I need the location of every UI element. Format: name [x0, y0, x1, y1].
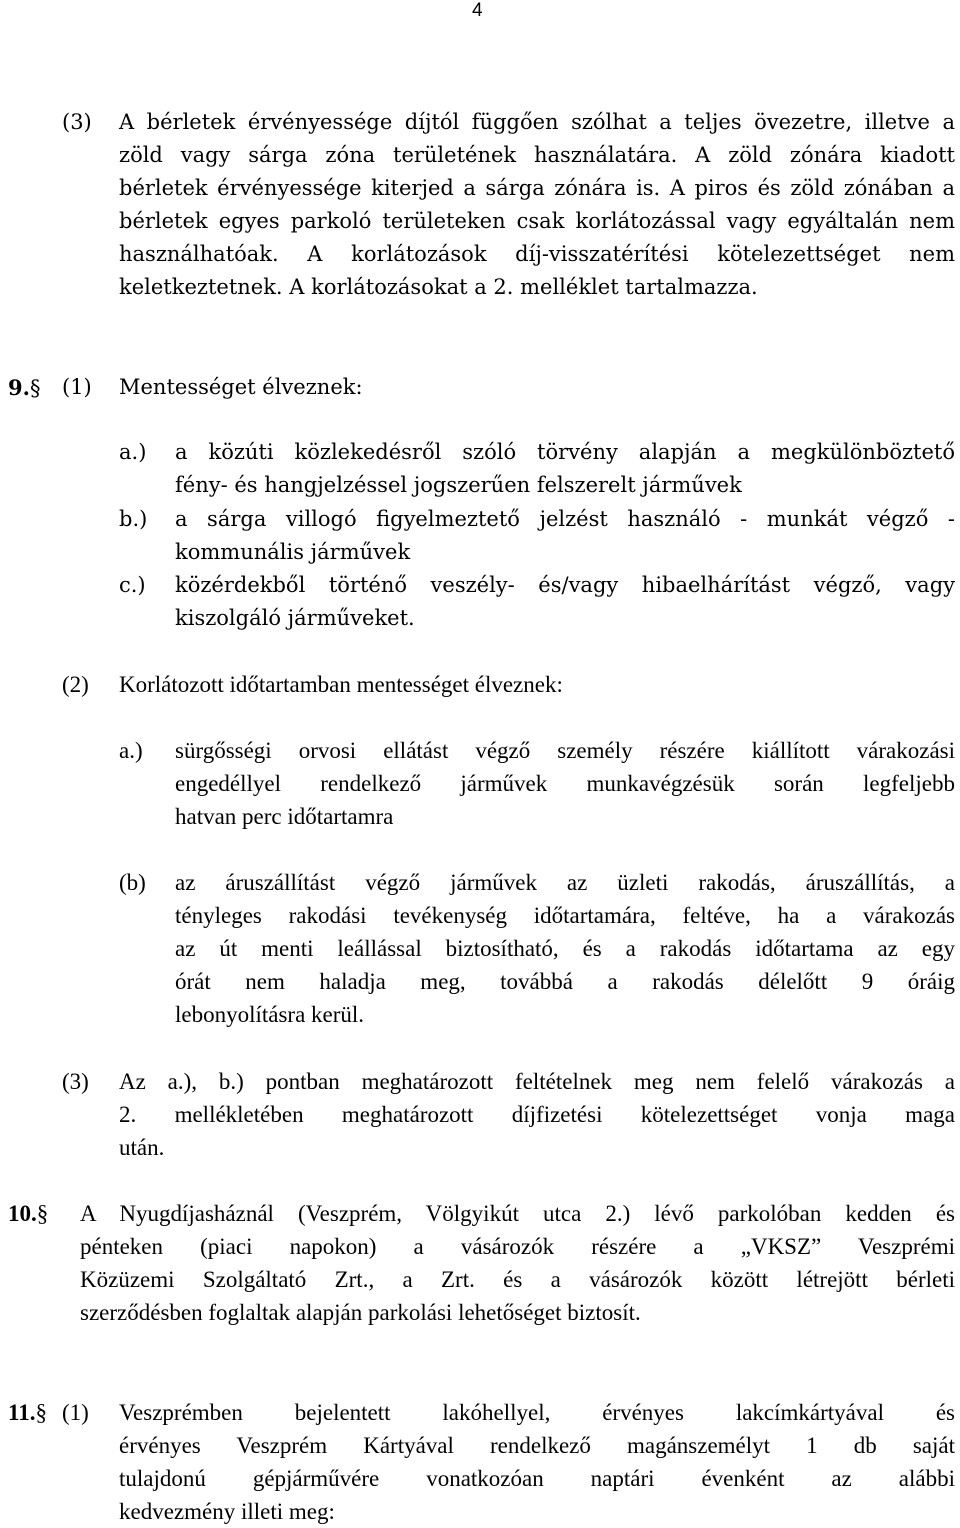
text-line: lebonyolításra kerül. [175, 1002, 365, 1027]
section-number-text: 9. [8, 375, 30, 400]
text-line: 2. mellékletében meghatározott díjfizetési kötelezettséget vonja maga [119, 1102, 955, 1127]
text-line: órát nem haladja meg, továbbá a rakodás délelőtt 9 óráig [175, 969, 955, 994]
section-number-text: 10. [8, 1201, 37, 1226]
section-number [8, 1396, 47, 1429]
text-line: Közüzemi Szolgáltató Zrt., a Zrt. és a vásározók között létrejött bérleti [80, 1267, 955, 1292]
text-line: szerződésben foglaltak alapján parkolási lehetőséget biztosít. [80, 1300, 641, 1325]
paragraph-heading: Mentességet élveznek: [119, 375, 363, 399]
text-line: kedvezmény illeti meg: [119, 1499, 335, 1524]
text-line: pénteken (piaci napokon) a vásározók részére a „VKSZ” Veszprémi [80, 1234, 955, 1259]
paragraph-marker: (2) [62, 672, 89, 697]
section-symbol: § [36, 1201, 49, 1226]
text-line: A Nyugdíjasháznál (Veszprém, Völgyikút utca 2.) lévő parkolóban kedden és [80, 1201, 955, 1226]
text-line: engedéllyel rendelkező járművek munkavégzésük során legfeljebb [175, 771, 955, 796]
paragraph-marker: (3) [62, 1069, 89, 1094]
item-marker: a.) [119, 440, 147, 464]
item-marker: c.) [119, 573, 146, 597]
item-text [175, 436, 955, 502]
paragraph-text [119, 106, 955, 304]
text-line: után. [119, 1135, 165, 1160]
section-number [8, 1197, 48, 1230]
paragraph-text [119, 1396, 955, 1528]
item-marker: a.) [119, 738, 143, 763]
text-line: keletkeztetnek. A korlátozásokat a 2. melléklet tartalmazza. [119, 275, 758, 299]
text-line: tényleges rakodási tevékenység időtartamára, feltéve, ha a várakozás [175, 903, 955, 928]
item-text [175, 503, 955, 569]
text-line: bérletek egyes parkoló területeken csak korlátozással vagy egyáltalán nem [119, 209, 955, 233]
item-marker: (b) [119, 870, 146, 895]
section-symbol: § [35, 1400, 47, 1425]
text-line: sürgősségi orvosi ellátást végző személy részére kiállított várakozási [175, 738, 955, 763]
paragraph-text [119, 1065, 955, 1164]
text-line: bérletek érvényessége kiterjed a sárga zónára is. A piros és zöld zónában a [119, 176, 955, 200]
text-line: fény- és hangjelzéssel jogszerűen felszerelt járművek [175, 473, 742, 497]
text-line: az áruszállítást végző járművek az üzleti rakodás, áruszállítás, a [175, 870, 955, 895]
text-line: érvényes Veszprém Kártyával rendelkező magánszemélyt 1 db saját [119, 1433, 955, 1458]
item-text [175, 734, 955, 833]
text-line: az út menti leállással biztosítható, és a rakodás időtartama az egy [175, 936, 955, 961]
text-line: kiszolgáló járműveket. [175, 606, 415, 630]
text-line: a sárga villogó figyelmeztető jelzést használó - munkát végző - [175, 507, 955, 531]
text-line: kommunális járművek [175, 540, 411, 564]
paragraph-marker: (3) [62, 110, 92, 134]
page-number: 4 [472, 0, 483, 21]
section-symbol: § [29, 376, 41, 400]
text-line: Veszprémben bejelentett lakóhellyel, érvényes lakcímkártyával és [119, 1400, 955, 1425]
section-number-text: 11. [8, 1400, 36, 1425]
text-line: használhatóak. A korlátozások díj-visszatérítési kötelezettséget nem [119, 242, 955, 266]
paragraph-text [80, 1197, 955, 1329]
text-line: tulajdonú gépjárművére vonatkozóan naptári évenként az alábbi [119, 1466, 955, 1491]
item-marker: b.) [119, 507, 148, 531]
section-number [8, 371, 40, 405]
paragraph-marker: (1) [62, 1400, 89, 1425]
text-line: közérdekből történő veszély- és/vagy hibaelhárítást végző, vagy [175, 573, 955, 597]
text-line: hatvan perc időtartamra [175, 804, 394, 829]
item-text [175, 866, 955, 1031]
paragraph-heading: Korlátozott időtartamban mentességet élveznek: [119, 672, 563, 697]
text-line: zöld vagy sárga zóna területének használatára. A zöld zónára kiadott [119, 143, 955, 167]
text-line: A bérletek érvényessége díjtól függően szólhat a teljes övezetre, illetve a [119, 110, 955, 134]
item-text [175, 569, 955, 635]
text-line: Az a.), b.) pontban meghatározott feltételnek meg nem felelő várakozás a [119, 1069, 955, 1094]
paragraph-marker: (1) [62, 375, 92, 399]
text-line: a közúti közlekedésről szóló törvény alapján a megkülönböztető [175, 440, 955, 464]
